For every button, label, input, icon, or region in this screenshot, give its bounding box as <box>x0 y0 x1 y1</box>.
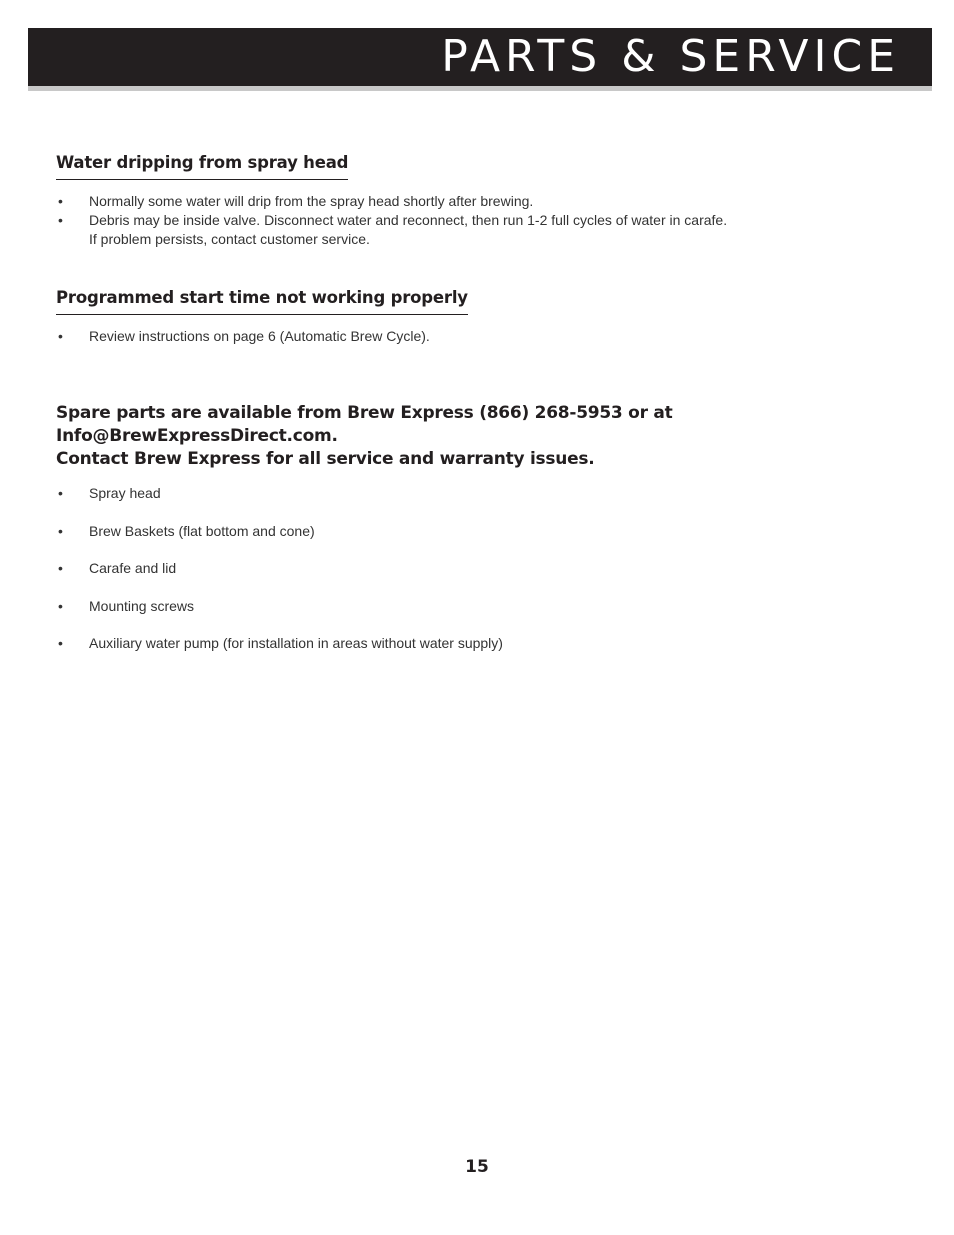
page-number: 15 <box>465 1157 489 1177</box>
list-item <box>56 559 503 578</box>
list-item-text: Review instructions on page 6 (Automatic Brew Cycle). <box>89 328 430 344</box>
list-item-text: Normally some water will drip from the spray head shortly after brewing. <box>89 193 534 209</box>
section-heading-programmed-start: Programmed start time not working properly <box>56 288 468 315</box>
list-item-text: Spray head <box>89 485 161 501</box>
list-item <box>56 484 503 503</box>
water-dripping-list <box>56 192 727 249</box>
list-item <box>56 522 503 541</box>
section-heading-water-dripping: Water dripping from spray head <box>56 153 348 180</box>
list-item-text: Debris may be inside valve. Disconnect water and reconnect, then run 1-2 full cycles of water in carafe. <box>89 212 728 228</box>
list-item <box>56 211 727 249</box>
list-item-text: Mounting screws <box>89 597 195 614</box>
spare-parts-list <box>56 484 503 672</box>
list-item-text-continuation: If problem persists, contact customer service. <box>89 231 370 247</box>
list-item <box>56 597 503 616</box>
list-item <box>56 327 430 346</box>
page-title: PARTS & SERVICE <box>441 31 900 82</box>
list-item <box>56 634 503 653</box>
header-bar <box>28 28 932 86</box>
list-item-text: Carafe and lid <box>89 560 177 576</box>
spare-parts-notice <box>56 402 916 471</box>
list-item-text: Brew Baskets (flat bottom and cone) <box>89 522 315 539</box>
notice-line-1: Spare parts are available from Brew Express (866) 268-5953 or at Info@BrewExpressDirect.com. <box>56 403 673 446</box>
list-item <box>56 192 727 211</box>
programmed-start-list <box>56 327 430 346</box>
list-item-text: Auxiliary water pump (for installation in areas without water supply) <box>89 635 503 651</box>
notice-line-2: Contact Brew Express for all service and warranty issues. <box>56 449 595 469</box>
header-divider <box>28 86 932 91</box>
